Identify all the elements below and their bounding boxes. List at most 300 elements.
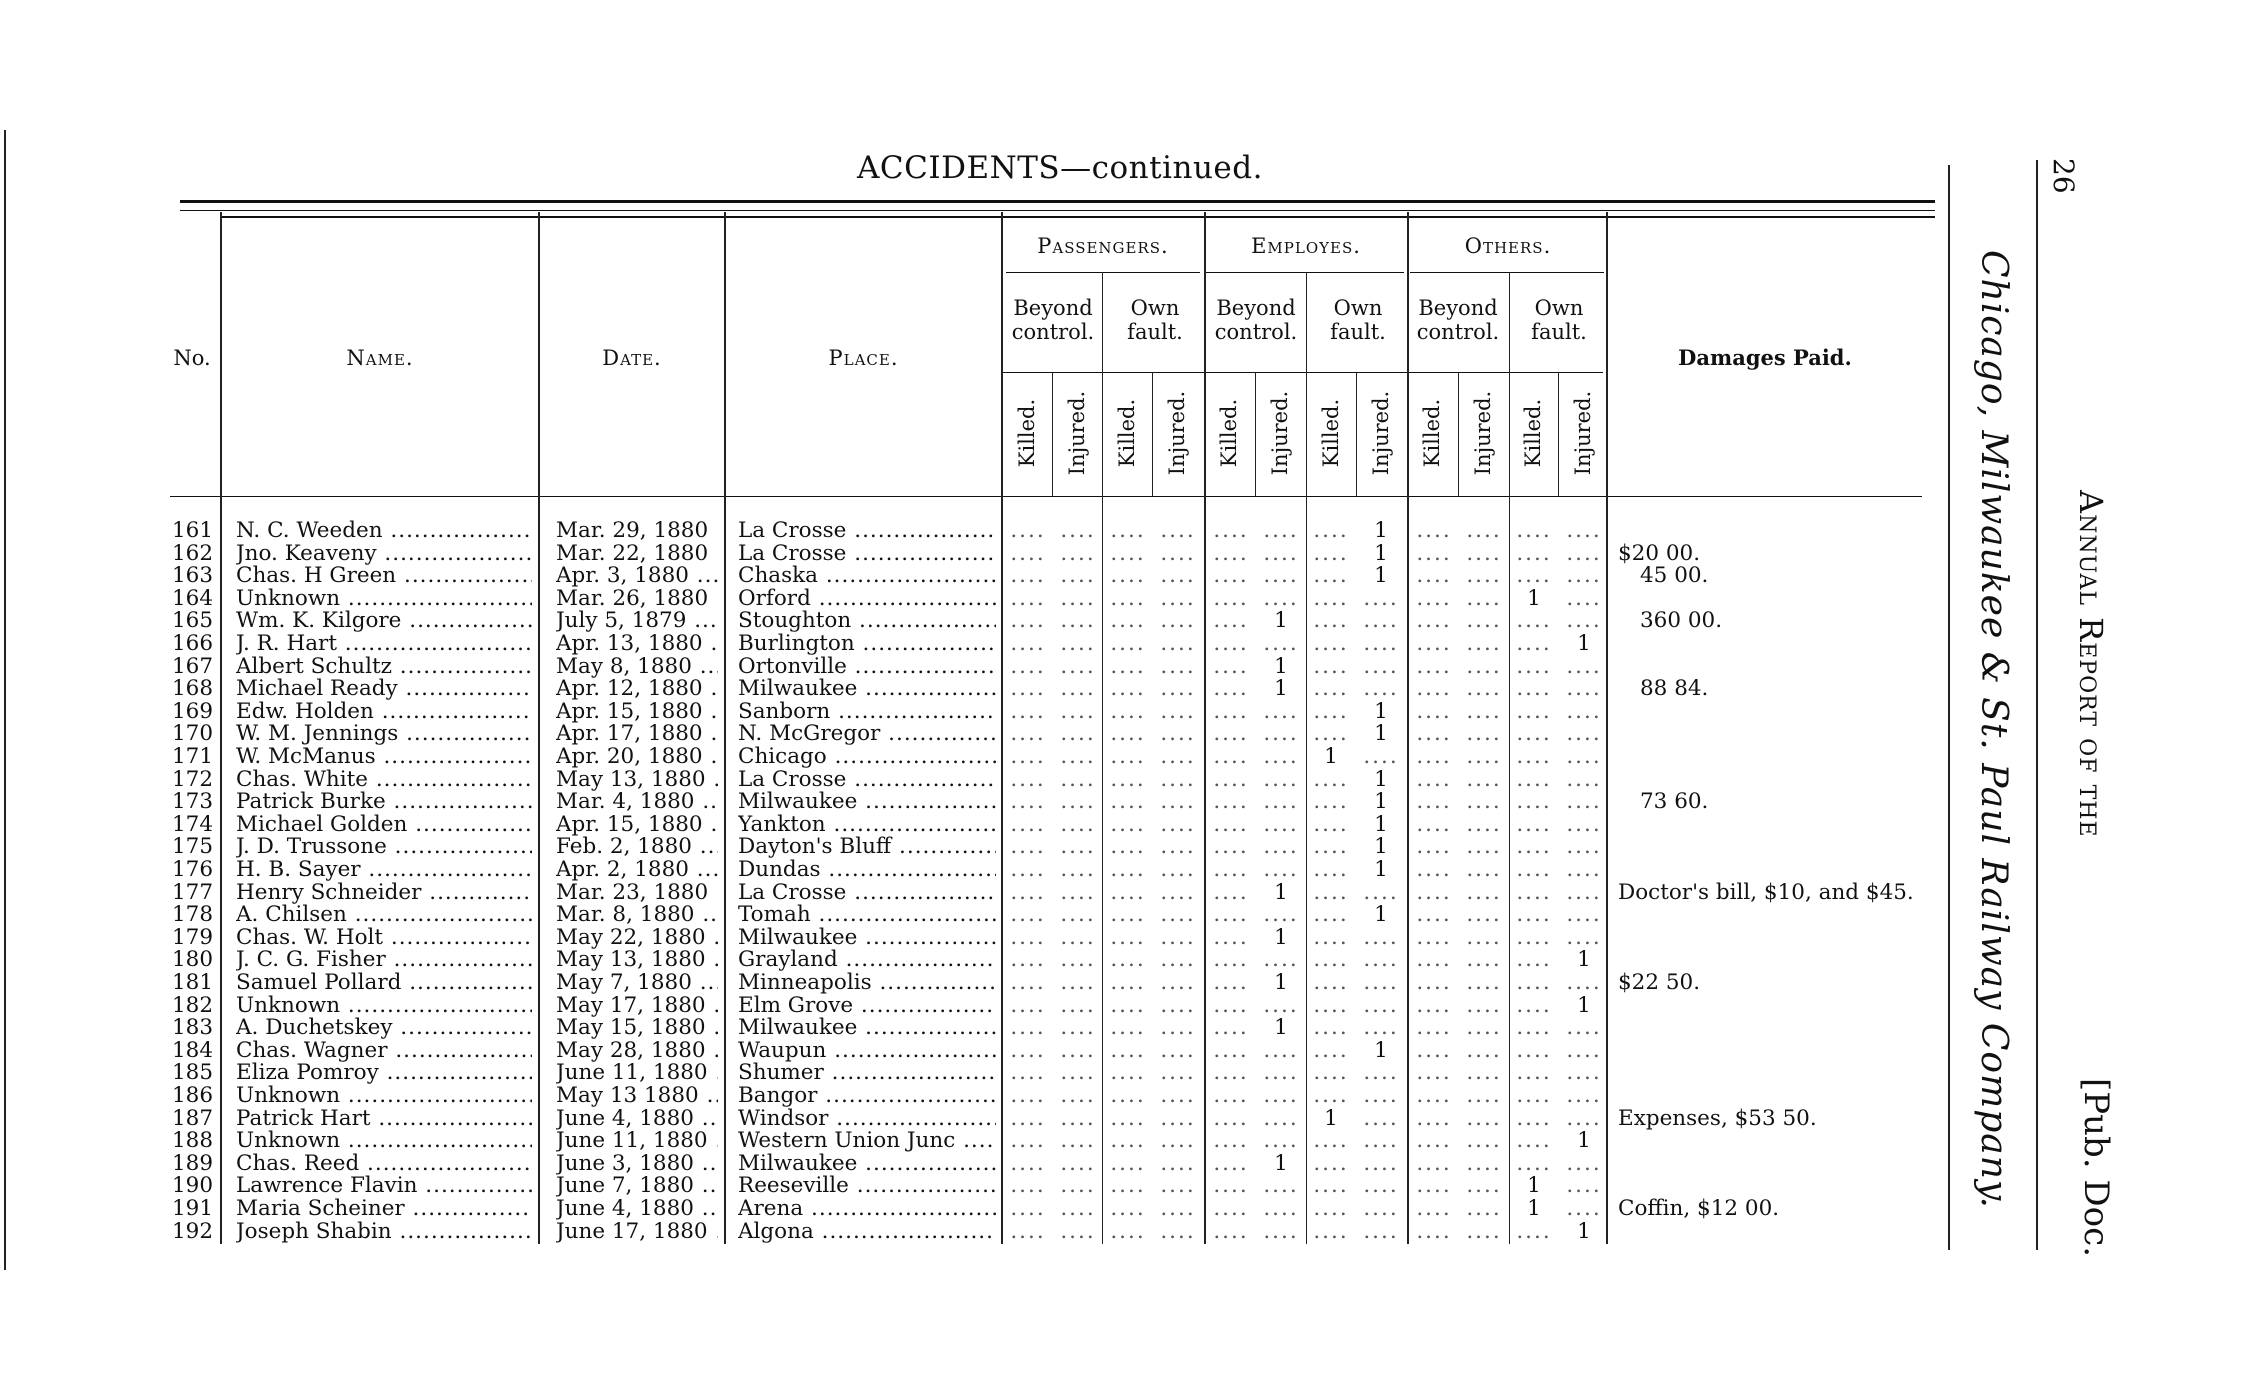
count-leader: .... bbox=[1010, 585, 1046, 611]
row-date-text: Apr. 15, 1880 bbox=[556, 700, 703, 724]
count-leader: .... bbox=[1263, 766, 1299, 792]
row-date-text: Mar. 23, 1880 bbox=[556, 881, 709, 905]
row-number: 183 bbox=[172, 1017, 214, 1040]
count-leader: .... bbox=[1416, 1037, 1452, 1063]
row-number: 184 bbox=[172, 1039, 214, 1063]
row-place bbox=[738, 972, 996, 995]
count-leader: .... bbox=[1110, 947, 1146, 973]
table-row bbox=[0, 791, 1940, 814]
count-leader: .... bbox=[1566, 653, 1602, 679]
count-leader: .... bbox=[1060, 811, 1096, 837]
page-title: ACCIDENTS—continued. bbox=[857, 150, 1263, 186]
row-date-text: May 13, 1880 bbox=[556, 768, 706, 792]
top-rule-thick bbox=[180, 200, 1935, 203]
count-leader: .... bbox=[1313, 518, 1349, 543]
row-name-text: Wm. K. Kilgore bbox=[236, 610, 402, 633]
row-name bbox=[236, 882, 532, 905]
count-leader: .... bbox=[1416, 834, 1452, 860]
row-number: 164 bbox=[172, 587, 214, 611]
table-row bbox=[0, 766, 1940, 792]
count-leader: .... bbox=[1213, 789, 1249, 815]
count-leader: .... bbox=[1466, 1150, 1502, 1176]
count-leader: .... bbox=[1060, 924, 1096, 950]
count-leader: .... bbox=[1566, 563, 1602, 589]
count-leader: .... bbox=[1110, 744, 1146, 769]
row-date bbox=[556, 882, 718, 905]
row-date bbox=[556, 656, 718, 679]
count-leader: .... bbox=[1416, 698, 1452, 724]
count-leader: .... bbox=[1060, 1218, 1096, 1244]
table-row bbox=[0, 633, 1940, 656]
count-leader: .... bbox=[1263, 811, 1299, 837]
row-date-text: May 13, 1880 bbox=[556, 949, 706, 972]
row-name bbox=[236, 791, 532, 814]
row-name-text: Chas. W. Holt bbox=[236, 926, 384, 950]
count-leader: .... bbox=[1263, 540, 1299, 566]
row-place-text: Minneapolis bbox=[738, 972, 872, 995]
table-row bbox=[0, 1062, 1940, 1085]
count-leader: .... bbox=[1213, 902, 1249, 928]
count-leader: .... bbox=[1263, 631, 1299, 656]
table-row bbox=[0, 1150, 1940, 1176]
count-leader: .... bbox=[1313, 631, 1349, 656]
row-place bbox=[738, 723, 996, 746]
count-leader: .... bbox=[1313, 1037, 1349, 1063]
count-leader: .... bbox=[1010, 1173, 1046, 1199]
row-name bbox=[236, 1062, 532, 1085]
table-row bbox=[0, 520, 1940, 543]
count-leader: .... bbox=[1466, 811, 1502, 837]
row-place bbox=[738, 543, 996, 566]
count-leader: .... bbox=[1110, 924, 1146, 950]
count-leader: .... bbox=[1516, 1105, 1552, 1131]
count-value: 1 bbox=[1374, 811, 1388, 837]
subgroup-rule bbox=[1003, 372, 1603, 373]
count-leader: .... bbox=[1313, 924, 1349, 950]
count-leader: .... bbox=[1110, 811, 1146, 837]
count-leader: .... bbox=[1363, 947, 1399, 973]
row-number: 161 bbox=[172, 520, 214, 543]
count-leader: .... bbox=[1060, 631, 1096, 656]
count-value: 1 bbox=[1577, 1218, 1591, 1244]
count-leader: .... bbox=[1060, 1083, 1096, 1108]
count-leader: .... bbox=[1416, 608, 1452, 634]
count-leader: .... bbox=[1516, 879, 1552, 905]
row-name bbox=[236, 656, 532, 679]
row-date bbox=[556, 1130, 718, 1153]
row-date bbox=[556, 1085, 718, 1108]
count-leader: .... bbox=[1060, 1196, 1096, 1221]
count-leader: .... bbox=[1213, 744, 1249, 769]
header-killed: Killed. bbox=[1115, 398, 1139, 468]
count-leader: .... bbox=[1213, 676, 1249, 702]
table-row bbox=[0, 1085, 1940, 1108]
row-damages: 73 60. bbox=[1640, 789, 1709, 815]
row-date-text: May 7, 1880 bbox=[556, 972, 692, 995]
row-date-text: June 4, 1880 bbox=[556, 1198, 694, 1221]
count-leader: .... bbox=[1416, 970, 1452, 995]
count-leader: .... bbox=[1516, 902, 1552, 928]
count-leader: .... bbox=[1010, 992, 1046, 1018]
count-leader: .... bbox=[1213, 1173, 1249, 1199]
row-name-text: Chas. H Green bbox=[236, 565, 397, 588]
count-leader: .... bbox=[1566, 1173, 1602, 1199]
count-leader: .... bbox=[1213, 924, 1249, 950]
header-no: No. bbox=[173, 346, 211, 370]
page-number: 26 bbox=[2047, 158, 2080, 194]
count-leader: .... bbox=[1416, 631, 1452, 656]
count-leader: .... bbox=[1363, 1083, 1399, 1108]
count-leader: .... bbox=[1416, 1173, 1452, 1199]
count-leader: .... bbox=[1160, 721, 1196, 747]
header-beyond-control: Beyond control. bbox=[1416, 296, 1500, 344]
row-name bbox=[236, 927, 532, 950]
table-row bbox=[0, 610, 1940, 633]
count-leader: .... bbox=[1313, 947, 1349, 973]
row-damages: Expenses, $53 50. bbox=[1618, 1105, 1817, 1131]
count-leader: .... bbox=[1110, 563, 1146, 589]
row-name-text: Lawrence Flavin bbox=[236, 1175, 418, 1198]
count-leader: .... bbox=[1060, 540, 1096, 566]
count-leader: .... bbox=[1566, 1037, 1602, 1063]
row-place bbox=[738, 520, 996, 543]
count-leader: .... bbox=[1466, 1218, 1502, 1244]
header-own-fault: Own fault. bbox=[1531, 296, 1587, 344]
header-rule-upper bbox=[220, 216, 1935, 218]
count-leader: .... bbox=[1416, 518, 1452, 543]
row-date-text: Mar. 29, 1880 bbox=[556, 520, 709, 543]
count-leader: .... bbox=[1110, 518, 1146, 543]
count-leader: .... bbox=[1160, 811, 1196, 837]
row-name-text: Eliza Pomroy bbox=[236, 1062, 379, 1085]
count-leader: .... bbox=[1060, 518, 1096, 543]
row-date bbox=[556, 1040, 718, 1063]
count-leader: .... bbox=[1363, 1173, 1399, 1199]
count-leader: .... bbox=[1466, 631, 1502, 656]
count-leader: .... bbox=[1213, 1218, 1249, 1244]
count-leader: .... bbox=[1466, 585, 1502, 611]
count-leader: .... bbox=[1010, 631, 1046, 656]
count-value: 1 bbox=[1374, 698, 1388, 724]
row-place-text: Dayton's Bluff bbox=[738, 836, 892, 859]
count-leader: .... bbox=[1160, 1150, 1196, 1176]
count-leader: .... bbox=[1213, 811, 1249, 837]
count-value: 1 bbox=[1577, 1128, 1591, 1154]
count-leader: .... bbox=[1466, 1060, 1502, 1086]
row-place-text: Chicago bbox=[738, 746, 827, 769]
count-leader: .... bbox=[1010, 1015, 1046, 1041]
count-leader: .... bbox=[1010, 766, 1046, 792]
count-leader: .... bbox=[1416, 653, 1452, 679]
row-date-text: Mar. 22, 1880 bbox=[556, 542, 709, 566]
row-date-text: June 3, 1880 bbox=[556, 1152, 694, 1176]
count-leader: .... bbox=[1213, 947, 1249, 973]
row-damages: 360 00. bbox=[1640, 608, 1723, 634]
row-name-text: J. R. Hart bbox=[236, 633, 337, 656]
group-rule-1 bbox=[1006, 272, 1200, 273]
count-leader: .... bbox=[1060, 789, 1096, 815]
count-leader: .... bbox=[1313, 970, 1349, 995]
count-leader: .... bbox=[1516, 834, 1552, 860]
row-name bbox=[236, 723, 532, 746]
group-rule-2 bbox=[1206, 272, 1404, 273]
table-row bbox=[0, 1218, 1940, 1244]
count-leader: .... bbox=[1416, 1015, 1452, 1041]
row-place-text: Milwaukee bbox=[738, 678, 858, 701]
count-leader: .... bbox=[1466, 518, 1502, 543]
row-place-text: Milwaukee bbox=[738, 1152, 858, 1176]
count-leader: .... bbox=[1263, 1083, 1299, 1108]
count-leader: .... bbox=[1516, 540, 1552, 566]
row-number: 180 bbox=[172, 949, 214, 972]
col-sub-rule bbox=[1356, 372, 1357, 496]
row-name bbox=[236, 1017, 532, 1040]
table-row bbox=[0, 879, 1940, 905]
row-place bbox=[738, 859, 996, 882]
count-leader: .... bbox=[1466, 1015, 1502, 1041]
row-date bbox=[556, 769, 718, 792]
table-row bbox=[0, 904, 1940, 927]
row-damages: 45 00. bbox=[1640, 563, 1709, 589]
count-leader: .... bbox=[1213, 970, 1249, 995]
count-leader: .... bbox=[1010, 518, 1046, 543]
row-name-text: W. McManus bbox=[236, 746, 376, 769]
count-value: 1 bbox=[1274, 653, 1288, 679]
count-leader: .... bbox=[1566, 585, 1602, 611]
row-date-text: Apr. 20, 1880 bbox=[556, 746, 703, 769]
count-leader: .... bbox=[1466, 1105, 1502, 1131]
row-date bbox=[556, 1221, 718, 1244]
count-leader: .... bbox=[1566, 879, 1602, 905]
count-leader: .... bbox=[1566, 834, 1602, 860]
count-leader: .... bbox=[1516, 1037, 1552, 1063]
row-number: 190 bbox=[172, 1175, 214, 1198]
table-row bbox=[0, 678, 1940, 701]
row-number: 165 bbox=[172, 610, 214, 633]
count-leader: .... bbox=[1466, 744, 1502, 769]
count-leader: .... bbox=[1566, 857, 1602, 882]
count-leader: .... bbox=[1213, 721, 1249, 747]
row-number: 176 bbox=[172, 859, 214, 882]
count-leader: .... bbox=[1363, 992, 1399, 1018]
row-date-text: May 22, 1880 bbox=[556, 926, 706, 950]
count-leader: .... bbox=[1566, 1083, 1602, 1108]
row-date-text: June 11, 1880 bbox=[556, 1130, 708, 1153]
row-place-text: Burlington bbox=[738, 633, 855, 656]
count-leader: .... bbox=[1160, 1037, 1196, 1063]
row-date bbox=[556, 995, 718, 1018]
count-leader: .... bbox=[1566, 811, 1602, 837]
row-place bbox=[738, 565, 996, 588]
count-leader: .... bbox=[1160, 766, 1196, 792]
count-leader: .... bbox=[1466, 1037, 1502, 1063]
count-leader: .... bbox=[1060, 834, 1096, 860]
row-place bbox=[738, 1198, 996, 1221]
count-value: 1 bbox=[1527, 1173, 1541, 1199]
count-leader: .... bbox=[1516, 1015, 1552, 1041]
row-name bbox=[236, 1040, 532, 1063]
count-leader: .... bbox=[1160, 744, 1196, 769]
row-place bbox=[738, 1017, 996, 1040]
row-name-text: Albert Schultz bbox=[236, 655, 392, 679]
count-leader: .... bbox=[1010, 857, 1046, 882]
count-leader: .... bbox=[1060, 766, 1096, 792]
count-leader: .... bbox=[1466, 563, 1502, 589]
count-leader: .... bbox=[1416, 924, 1452, 950]
count-leader: .... bbox=[1060, 857, 1096, 882]
count-leader: .... bbox=[1010, 744, 1046, 769]
count-leader: .... bbox=[1213, 1060, 1249, 1086]
count-leader: .... bbox=[1416, 1128, 1452, 1154]
row-number: 186 bbox=[172, 1085, 214, 1108]
row-place-text: Waupun bbox=[738, 1039, 827, 1063]
table-row bbox=[0, 540, 1940, 566]
row-name-text: Patrick Hart bbox=[236, 1107, 371, 1131]
count-leader: .... bbox=[1466, 676, 1502, 702]
count-leader: .... bbox=[1516, 676, 1552, 702]
count-leader: .... bbox=[1110, 766, 1146, 792]
count-leader: .... bbox=[1263, 789, 1299, 815]
count-leader: .... bbox=[1213, 1105, 1249, 1131]
row-number: 175 bbox=[172, 836, 214, 859]
row-date bbox=[556, 949, 718, 972]
count-leader: .... bbox=[1313, 585, 1349, 611]
row-date bbox=[556, 791, 718, 814]
count-leader: .... bbox=[1466, 1083, 1502, 1108]
count-value: 1 bbox=[1274, 879, 1288, 905]
row-number: 177 bbox=[172, 881, 214, 905]
col-sub-rule bbox=[1152, 372, 1153, 496]
table-row bbox=[0, 836, 1940, 859]
count-leader: .... bbox=[1060, 1037, 1096, 1063]
count-leader: .... bbox=[1010, 540, 1046, 566]
row-number: 167 bbox=[172, 655, 214, 679]
header-bottom-rule bbox=[170, 496, 1922, 497]
count-leader: .... bbox=[1363, 1015, 1399, 1041]
count-leader: .... bbox=[1160, 1105, 1196, 1131]
count-leader: .... bbox=[1263, 857, 1299, 882]
top-rule-thin bbox=[180, 210, 1935, 211]
row-name-text: Unknown bbox=[236, 587, 341, 611]
count-leader: .... bbox=[1416, 811, 1452, 837]
count-leader: .... bbox=[1110, 1196, 1146, 1221]
count-leader: .... bbox=[1010, 834, 1046, 860]
row-name-text: Unknown bbox=[236, 1085, 341, 1108]
count-leader: .... bbox=[1060, 698, 1096, 724]
row-date-text: June 17, 1880 bbox=[556, 1220, 708, 1244]
row-name-text: Chas. Reed bbox=[236, 1152, 360, 1176]
count-leader: .... bbox=[1010, 676, 1046, 702]
count-leader: .... bbox=[1466, 789, 1502, 815]
row-name bbox=[236, 678, 532, 701]
count-leader: .... bbox=[1160, 608, 1196, 634]
count-leader: .... bbox=[1060, 1150, 1096, 1176]
row-date bbox=[556, 678, 718, 701]
count-value: 1 bbox=[1274, 676, 1288, 702]
header-injured: Injured. bbox=[1165, 390, 1189, 476]
count-leader: .... bbox=[1060, 992, 1096, 1018]
row-number: 182 bbox=[172, 994, 214, 1018]
row-place bbox=[738, 904, 996, 927]
count-leader: .... bbox=[1416, 1218, 1452, 1244]
row-place bbox=[738, 1221, 996, 1244]
count-leader: .... bbox=[1516, 518, 1552, 543]
right-margin-rule bbox=[1948, 165, 1950, 1250]
col-sub-rule bbox=[1255, 372, 1256, 496]
row-name-text: Patrick Burke bbox=[236, 791, 386, 814]
row-date bbox=[556, 1198, 718, 1221]
count-leader: .... bbox=[1110, 1015, 1146, 1041]
count-leader: .... bbox=[1516, 992, 1552, 1018]
count-value: 1 bbox=[1527, 1196, 1541, 1221]
count-leader: .... bbox=[1566, 970, 1602, 995]
row-name bbox=[236, 949, 532, 972]
running-head-pub-doc: [Pub. Doc. bbox=[2076, 1078, 2116, 1257]
row-name-text: Samuel Pollard bbox=[236, 972, 402, 995]
count-leader: .... bbox=[1313, 1060, 1349, 1086]
count-leader: .... bbox=[1263, 698, 1299, 724]
table-row bbox=[0, 811, 1940, 837]
row-date-text: Apr. 13, 1880 bbox=[556, 633, 703, 656]
header-injured: Injured. bbox=[1065, 390, 1089, 476]
count-leader: .... bbox=[1363, 1218, 1399, 1244]
count-leader: .... bbox=[1516, 744, 1552, 769]
count-leader: .... bbox=[1516, 1060, 1552, 1086]
row-name bbox=[236, 520, 532, 543]
table-row bbox=[0, 972, 1940, 995]
header-place: Place. bbox=[828, 346, 899, 370]
row-number: 162 bbox=[172, 542, 214, 566]
row-place bbox=[738, 1040, 996, 1063]
row-name bbox=[236, 769, 532, 792]
count-leader: .... bbox=[1363, 585, 1399, 611]
row-number: 178 bbox=[172, 904, 214, 927]
row-name bbox=[236, 995, 532, 1018]
row-name bbox=[236, 633, 532, 656]
row-number: 192 bbox=[172, 1220, 214, 1244]
count-leader: .... bbox=[1313, 789, 1349, 815]
count-leader: .... bbox=[1313, 1150, 1349, 1176]
count-leader: .... bbox=[1566, 721, 1602, 747]
row-name bbox=[236, 814, 532, 837]
count-leader: .... bbox=[1213, 1196, 1249, 1221]
row-name bbox=[236, 836, 532, 859]
count-value: 1 bbox=[1274, 1015, 1288, 1041]
row-date bbox=[556, 904, 718, 927]
row-date-text: May 13 1880 bbox=[556, 1085, 699, 1108]
count-value: 1 bbox=[1274, 924, 1288, 950]
count-leader: .... bbox=[1010, 811, 1046, 837]
row-name bbox=[236, 1175, 532, 1198]
count-leader: .... bbox=[1416, 563, 1452, 589]
row-name-text: H. B. Sayer bbox=[236, 859, 361, 882]
count-leader: .... bbox=[1110, 1083, 1146, 1108]
count-leader: .... bbox=[1213, 518, 1249, 543]
count-leader: .... bbox=[1213, 653, 1249, 679]
count-leader: .... bbox=[1110, 698, 1146, 724]
count-value: 1 bbox=[1274, 970, 1288, 995]
count-leader: .... bbox=[1313, 698, 1349, 724]
row-name bbox=[236, 565, 532, 588]
count-value: 1 bbox=[1374, 857, 1388, 882]
count-leader: .... bbox=[1010, 608, 1046, 634]
count-leader: .... bbox=[1110, 970, 1146, 995]
count-leader: .... bbox=[1010, 1150, 1046, 1176]
header-name: Name. bbox=[346, 346, 414, 370]
header-injured: Injured. bbox=[1571, 390, 1595, 476]
row-date bbox=[556, 859, 718, 882]
count-leader: .... bbox=[1466, 698, 1502, 724]
